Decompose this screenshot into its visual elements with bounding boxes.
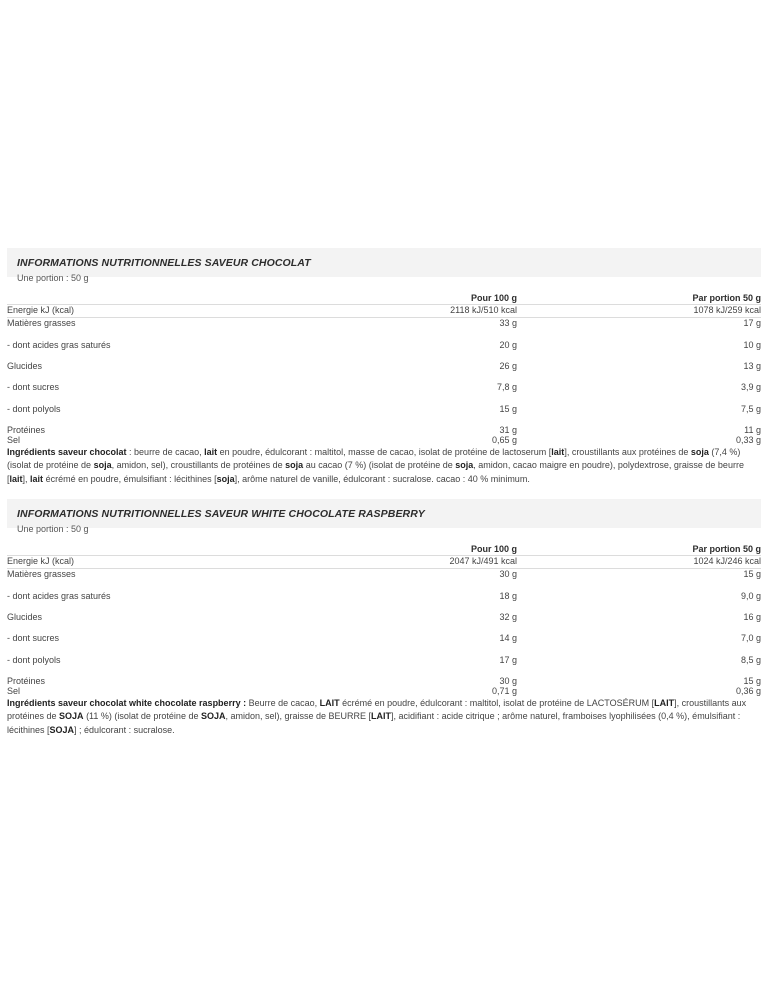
table-row xyxy=(7,556,761,569)
ingredient-segment: ] ; édulcorant : sucralose. xyxy=(74,724,175,735)
column-header-per-portion: Par portion 50 g xyxy=(517,543,761,556)
value-per-100g: 0,71 g xyxy=(491,685,517,696)
value-per-100g: 33 g xyxy=(499,318,517,328)
ingredient-segment: , amidon, cacao maigre en poudre), polydextrose, graisse de beurre [ xyxy=(7,460,744,484)
value-per-portion: 10 g xyxy=(743,339,761,350)
ingredient-segment: , amidon, sel), graisse de BEURRE [ xyxy=(225,711,372,721)
ingredients-text xyxy=(7,446,761,487)
value-per-100g: 15 g xyxy=(499,403,517,414)
nutrient-label: Matières grasses xyxy=(7,569,76,579)
ingredient-segment: ], croustillants aux protéines de xyxy=(564,446,691,457)
column-header-per-portion: Par portion 50 g xyxy=(517,292,761,305)
ingredient-segment: ], xyxy=(22,473,31,484)
value-per-100g: 18 g xyxy=(499,590,517,601)
ingredient-segment: écrémé en poudre, édulcorant : maltitol, isolat de protéine de LACTOSÉRUM [ xyxy=(339,697,655,708)
value-per-portion: 9,0 g xyxy=(740,590,761,601)
ingredient-emphasis: LAIT xyxy=(319,697,340,708)
value-per-portion: 7,5 g xyxy=(740,403,761,414)
table-row xyxy=(7,655,761,676)
value-per-100g: 17 g xyxy=(499,654,517,665)
value-per-portion: 16 g xyxy=(743,611,761,622)
table-row xyxy=(7,612,761,633)
ingredient-emphasis: soja xyxy=(285,460,304,470)
value-per-100g: 14 g xyxy=(499,632,517,643)
ingredient-emphasis: soja xyxy=(216,473,235,484)
value-per-portion: 7,0 g xyxy=(740,632,761,643)
table-row xyxy=(7,425,761,435)
table-row xyxy=(7,340,761,361)
ingredients-text xyxy=(7,697,761,738)
value-per-100g: 32 g xyxy=(499,611,517,622)
value-per-100g: 30 g xyxy=(499,675,517,686)
column-header-nutrient xyxy=(7,543,263,556)
ingredient-emphasis: soja xyxy=(690,446,709,457)
ingredient-segment: au cacao (7 %) (isolat de protéine de xyxy=(303,460,456,470)
column-header-nutrient xyxy=(7,292,263,305)
value-per-portion: 17 g xyxy=(743,318,761,328)
table-row xyxy=(7,676,761,686)
value-per-portion: 15 g xyxy=(743,675,761,686)
nutrient-label: Glucides xyxy=(7,360,43,371)
nutrient-label: Sel xyxy=(7,685,21,696)
ingredient-emphasis: SOJA xyxy=(59,711,84,721)
ingredient-emphasis: Ingrédients saveur chocolat xyxy=(7,446,127,457)
table-row xyxy=(7,305,761,318)
table-row xyxy=(7,591,761,612)
ingredient-segment: ], arôme naturel de vanille, édulcorant : sucralose. cacao : 40 % minimum. xyxy=(234,473,530,484)
ingredient-segment: écrémé en poudre, émulsifiant : lécithines [ xyxy=(43,473,217,484)
nutrition-table xyxy=(7,292,761,446)
table-row xyxy=(7,404,761,425)
section-title: INFORMATIONS NUTRITIONNELLES SAVEUR CHOCOLAT xyxy=(17,257,311,269)
value-per-portion: 0,33 g xyxy=(735,434,761,445)
ingredient-segment: (11 %) (isolat de protéine de xyxy=(83,711,201,721)
section-header xyxy=(7,248,761,283)
nutrition-section-white-chocolate-raspberry xyxy=(7,499,761,737)
value-per-100g: 0,65 g xyxy=(491,434,517,445)
nutrient-label: Energie kJ (kcal) xyxy=(7,305,263,318)
value-per-portion: 1024 kJ/246 kcal xyxy=(517,556,761,569)
nutrition-section-chocolat xyxy=(7,248,761,486)
table-header-row xyxy=(7,543,761,556)
table-header-row xyxy=(7,292,761,305)
nutrient-label: Protéines xyxy=(7,424,46,435)
table-row xyxy=(7,633,761,655)
nutrition-table xyxy=(7,543,761,697)
value-per-100g: 2118 kJ/510 kcal xyxy=(263,305,517,318)
value-per-100g: 30 g xyxy=(499,569,517,579)
table-row xyxy=(7,318,761,340)
ingredient-emphasis: lait xyxy=(9,473,23,484)
ingredient-emphasis: Ingrédients saveur chocolat white chocolate raspberry : xyxy=(7,697,247,708)
value-per-100g: 2047 kJ/491 kcal xyxy=(263,556,517,569)
nutrient-label: Matières grasses xyxy=(7,318,76,328)
table-row xyxy=(7,435,761,446)
nutrient-label: Energie kJ (kcal) xyxy=(7,556,263,569)
nutrient-label: - dont sucres xyxy=(7,632,60,643)
table-row xyxy=(7,361,761,382)
ingredient-segment: (7,4 %) (isolat de protéine de xyxy=(7,446,741,470)
ingredient-emphasis: LAIT xyxy=(654,697,675,708)
value-per-portion: 11 g xyxy=(744,424,761,435)
value-per-100g: 31 g xyxy=(499,424,517,435)
nutrient-label: Glucides xyxy=(7,611,43,622)
nutrient-label: Sel xyxy=(7,434,21,445)
ingredient-segment: Beurre de cacao, xyxy=(246,697,320,708)
nutrient-label: - dont acides gras saturés xyxy=(7,590,111,601)
value-per-100g: 20 g xyxy=(499,339,517,350)
ingredient-segment: : beurre de cacao, xyxy=(126,446,205,457)
column-header-per-100g: Pour 100 g xyxy=(263,292,517,305)
nutrient-label: Protéines xyxy=(7,675,46,686)
section-header xyxy=(7,499,761,534)
ingredient-segment: , amidon, sel), croustillants de protéines de xyxy=(111,460,286,470)
nutrient-label: - dont sucres xyxy=(7,381,60,392)
nutrient-label: - dont acides gras saturés xyxy=(7,339,111,350)
portion-size: Une portion : 50 g xyxy=(17,524,89,534)
value-per-100g: 7,8 g xyxy=(496,381,517,392)
value-per-portion: 1078 kJ/259 kcal xyxy=(517,305,761,318)
ingredient-emphasis: lait xyxy=(30,473,44,484)
value-per-portion: 0,36 g xyxy=(735,685,761,696)
ingredient-segment: en poudre, édulcorant : maltitol, masse de cacao, isolat de protéine de lactoserum [ xyxy=(217,446,552,457)
table-row xyxy=(7,382,761,404)
section-title: INFORMATIONS NUTRITIONNELLES SAVEUR WHITE CHOCOLATE RASPBERRY xyxy=(17,508,425,520)
value-per-portion: 15 g xyxy=(743,569,761,579)
value-per-portion: 3,9 g xyxy=(740,381,761,392)
ingredient-segment: ], croustillants aux protéines de xyxy=(7,697,747,721)
ingredient-emphasis: soja xyxy=(455,460,474,470)
ingredient-emphasis: soja xyxy=(93,460,112,470)
ingredient-emphasis: lait xyxy=(551,446,565,457)
ingredient-emphasis: SOJA xyxy=(200,711,226,721)
table-row xyxy=(7,569,761,591)
ingredient-emphasis: LAIT xyxy=(371,711,392,721)
ingredient-segment: ], acidifiant : acide citrique ; arôme naturel, framboises lyophilisées (0,4 %), émulsifiant : lécithines [ xyxy=(7,711,741,735)
value-per-100g: 26 g xyxy=(499,360,517,371)
value-per-portion: 13 g xyxy=(743,360,761,371)
table-row xyxy=(7,686,761,697)
portion-size: Une portion : 50 g xyxy=(17,273,89,283)
value-per-portion: 8,5 g xyxy=(740,654,761,665)
ingredient-emphasis: lait xyxy=(204,446,218,457)
column-header-per-100g: Pour 100 g xyxy=(263,543,517,556)
nutrient-label: - dont polyols xyxy=(7,403,61,414)
ingredient-emphasis: SOJA xyxy=(49,724,75,735)
nutrient-label: - dont polyols xyxy=(7,654,61,665)
